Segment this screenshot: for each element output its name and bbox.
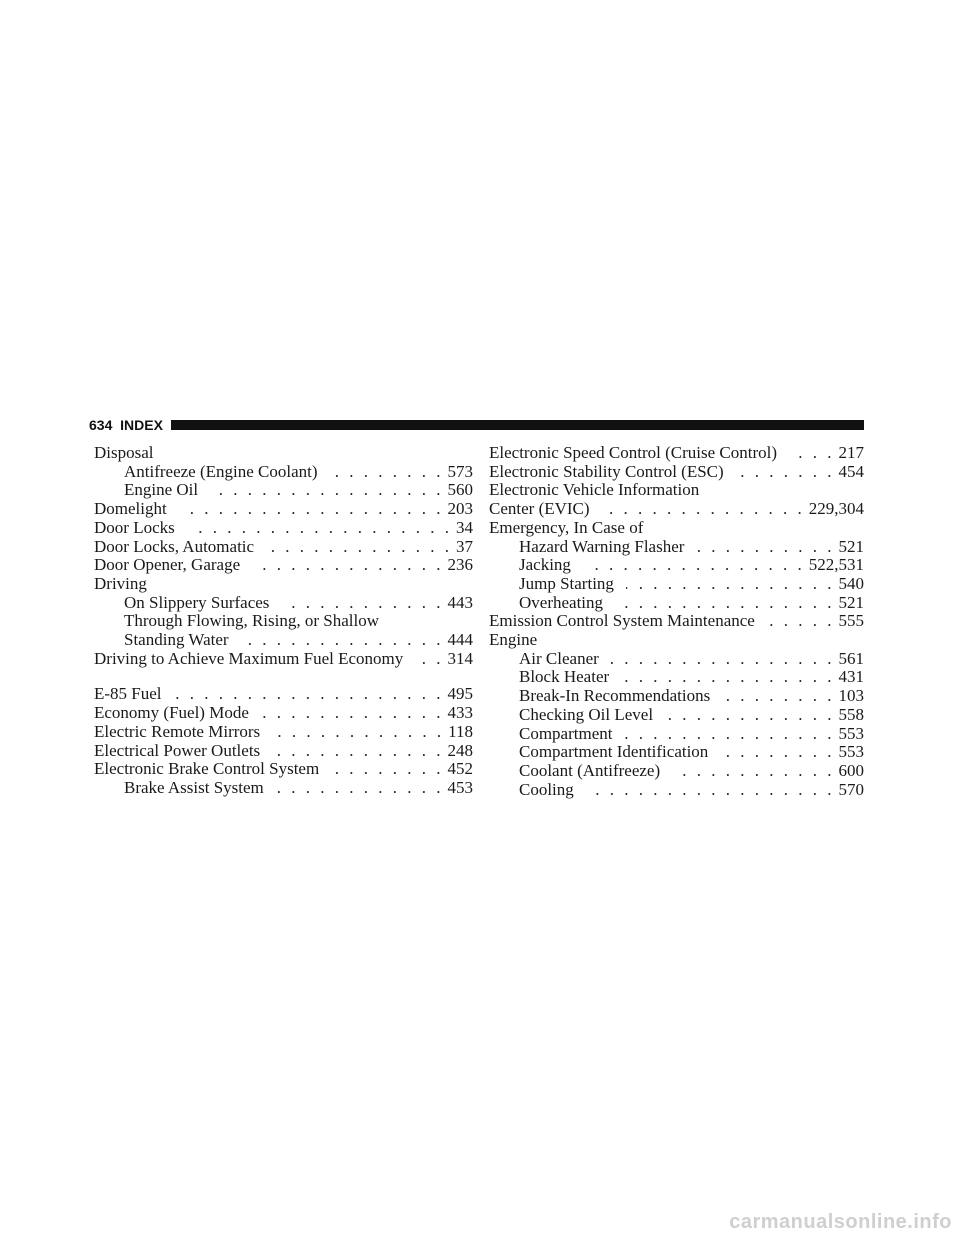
- dot-leader: [621, 668, 834, 687]
- index-entry: [94, 538, 473, 557]
- index-subentry: [489, 762, 864, 781]
- dot-leader: [187, 519, 452, 538]
- dot-leader: [722, 687, 834, 706]
- dot-leader: [665, 706, 834, 725]
- entry-label: Compartment Identification: [519, 742, 709, 762]
- entry-page-number: 521: [838, 592, 864, 612]
- index-subentry: [94, 779, 473, 798]
- entry-label: Economy (Fuel) Mode: [94, 703, 249, 723]
- index-column-right: [489, 444, 864, 799]
- entry-label: Jump Starting: [519, 573, 614, 593]
- index-entry: [489, 631, 864, 650]
- entry-page-number: 573: [447, 461, 473, 481]
- index-entry: [489, 519, 864, 538]
- dot-leader: [586, 781, 835, 800]
- entry-page-number: 555: [838, 611, 864, 631]
- entry-page-number: 558: [838, 704, 864, 724]
- dot-leader: [210, 481, 443, 500]
- entry-label: Block Heater: [519, 667, 610, 687]
- entry-page-number: 600: [838, 760, 864, 780]
- page-header: [89, 414, 864, 436]
- dot-leader: [415, 650, 443, 669]
- entry-page-number: 118: [448, 721, 473, 741]
- entry-label: Break-In Recommendations: [519, 686, 711, 706]
- entry-label: Cooling: [519, 779, 574, 799]
- dot-leader: [672, 762, 834, 781]
- index-entry: [489, 612, 864, 631]
- entry-page-number: 452: [447, 759, 473, 779]
- index-subentry: [94, 631, 473, 650]
- dot-leader: [624, 725, 834, 744]
- index-subentry: [489, 668, 864, 687]
- entry-label: Air Cleaner: [519, 648, 599, 668]
- watermark: carmanualsonline.info: [729, 1211, 952, 1233]
- index-subentry: [489, 650, 864, 669]
- index-subentry: [94, 612, 473, 631]
- entry-page-number: 521: [838, 536, 864, 556]
- index-entry: [94, 704, 473, 723]
- index-entry: [94, 444, 473, 463]
- section-title: INDEX: [120, 417, 163, 433]
- entry-label: Center (EVIC): [489, 499, 590, 519]
- entry-page-number: 553: [838, 742, 864, 762]
- index-subentry: [489, 687, 864, 706]
- entry-spacer: [94, 668, 473, 685]
- dot-leader: [736, 463, 835, 482]
- entry-label: Driving to Achieve Maximum Fuel Economy: [94, 648, 404, 668]
- entry-page-number: 560: [447, 480, 473, 500]
- entry-label: Compartment: [519, 723, 613, 743]
- entry-page-number: 443: [447, 592, 473, 612]
- dot-leader: [272, 742, 443, 761]
- index-entry: [94, 556, 473, 575]
- entry-label: Checking Oil Level: [519, 704, 654, 724]
- entry-label: Disposal: [94, 443, 154, 462]
- index-subentry: [489, 575, 864, 594]
- entry-page-number: 314: [447, 648, 473, 668]
- entry-label: Electric Remote Mirrors: [94, 721, 261, 741]
- entry-page-number: 34: [456, 517, 473, 537]
- index-column-left: [94, 444, 473, 798]
- entry-page-number: 570: [838, 779, 864, 799]
- index-subentry: [489, 743, 864, 762]
- entry-page-number: 248: [447, 740, 473, 760]
- dot-leader: [266, 538, 452, 557]
- index-subentry: [94, 594, 473, 613]
- index-subentry: [489, 706, 864, 725]
- entry-page-number: 540: [838, 573, 864, 593]
- entry-page-number: 453: [447, 777, 473, 797]
- entry-label: Through Flowing, Rising, or Shallow: [124, 611, 380, 631]
- entry-page-number: 522,531: [808, 555, 864, 575]
- dot-leader: [602, 500, 805, 519]
- entry-label: Electronic Speed Control (Cruise Control): [489, 443, 777, 462]
- entry-page-number: 236: [447, 555, 473, 575]
- index-entry: [489, 463, 864, 482]
- dot-leader: [789, 444, 835, 463]
- dot-leader: [261, 704, 444, 723]
- index-subentry: [94, 463, 473, 482]
- entry-label: Door Locks: [94, 517, 175, 537]
- header-rule: [171, 420, 864, 430]
- entry-label: Domelight: [94, 499, 167, 519]
- index-subentry: [489, 538, 864, 557]
- entry-page-number: 229,304: [808, 499, 864, 519]
- index-subentry: [94, 481, 473, 500]
- index-entry: [94, 685, 473, 704]
- entry-page-number: 553: [838, 723, 864, 743]
- dot-leader: [252, 556, 443, 575]
- index-entry: [94, 500, 473, 519]
- entry-label: Door Opener, Garage: [94, 555, 241, 575]
- dot-leader: [611, 650, 835, 669]
- entry-page-number: 444: [447, 630, 473, 650]
- dot-leader: [720, 743, 834, 762]
- entry-label: Electronic Brake Control System: [94, 759, 320, 779]
- entry-label: Emission Control System Maintenance: [489, 611, 755, 631]
- entry-page-number: 433: [447, 703, 473, 723]
- dot-leader: [179, 500, 444, 519]
- entry-label: Brake Assist System: [124, 777, 264, 797]
- dot-leader: [767, 612, 835, 631]
- index-entry: [94, 519, 473, 538]
- dot-leader: [272, 723, 444, 742]
- entry-label: On Slippery Surfaces: [124, 592, 270, 612]
- dot-leader: [276, 779, 444, 798]
- entry-page-number: 561: [838, 648, 864, 668]
- entry-page-number: 495: [447, 684, 473, 704]
- entry-label: Driving: [94, 573, 147, 593]
- index-entry: [94, 723, 473, 742]
- entry-label: Door Locks, Automatic: [94, 536, 255, 556]
- index-subentry: [489, 781, 864, 800]
- index-subentry: [489, 594, 864, 613]
- entry-label: Antifreeze (Engine Coolant): [124, 461, 318, 481]
- index-entry: [489, 481, 864, 500]
- entry-label: Electronic Vehicle Information: [489, 480, 700, 500]
- dot-leader: [174, 685, 444, 704]
- entry-label: Overheating: [519, 592, 604, 612]
- entry-label: Electrical Power Outlets: [94, 740, 261, 760]
- entry-page-number: 37: [456, 536, 473, 556]
- page-number: 634: [89, 417, 113, 433]
- entry-label: Standing Water: [124, 630, 229, 650]
- dot-leader: [615, 594, 834, 613]
- dot-leader: [626, 575, 835, 594]
- entry-page-number: 203: [447, 499, 473, 519]
- entry-label: Engine: [489, 630, 538, 650]
- entry-page-number: 454: [838, 461, 864, 481]
- dot-leader: [281, 594, 443, 613]
- index-subentry: [489, 556, 864, 575]
- index-entry: [94, 742, 473, 761]
- dot-leader: [330, 463, 444, 482]
- entry-page-number: 431: [838, 667, 864, 687]
- dot-leader: [241, 631, 444, 650]
- dot-leader: [331, 760, 443, 779]
- dot-leader: [583, 556, 805, 575]
- entry-label: Hazard Warning Flasher: [519, 536, 685, 556]
- entry-label: Emergency, In Case of: [489, 517, 644, 537]
- entry-page-number: 217: [838, 443, 864, 462]
- entry-label: Coolant (Antifreeze): [519, 760, 661, 780]
- entry-page-number: 103: [838, 686, 864, 706]
- index-subentry: [489, 725, 864, 744]
- entry-label: Engine Oil: [124, 480, 199, 500]
- index-entry: [94, 650, 473, 669]
- entry-label: E-85 Fuel: [94, 684, 162, 704]
- index-entry: [489, 444, 864, 463]
- index-entry: [94, 575, 473, 594]
- index-entry: [489, 500, 864, 519]
- entry-label: Jacking: [519, 555, 571, 575]
- index-entry: [94, 760, 473, 779]
- dot-leader: [696, 538, 834, 557]
- entry-label: Electronic Stability Control (ESC): [489, 461, 724, 481]
